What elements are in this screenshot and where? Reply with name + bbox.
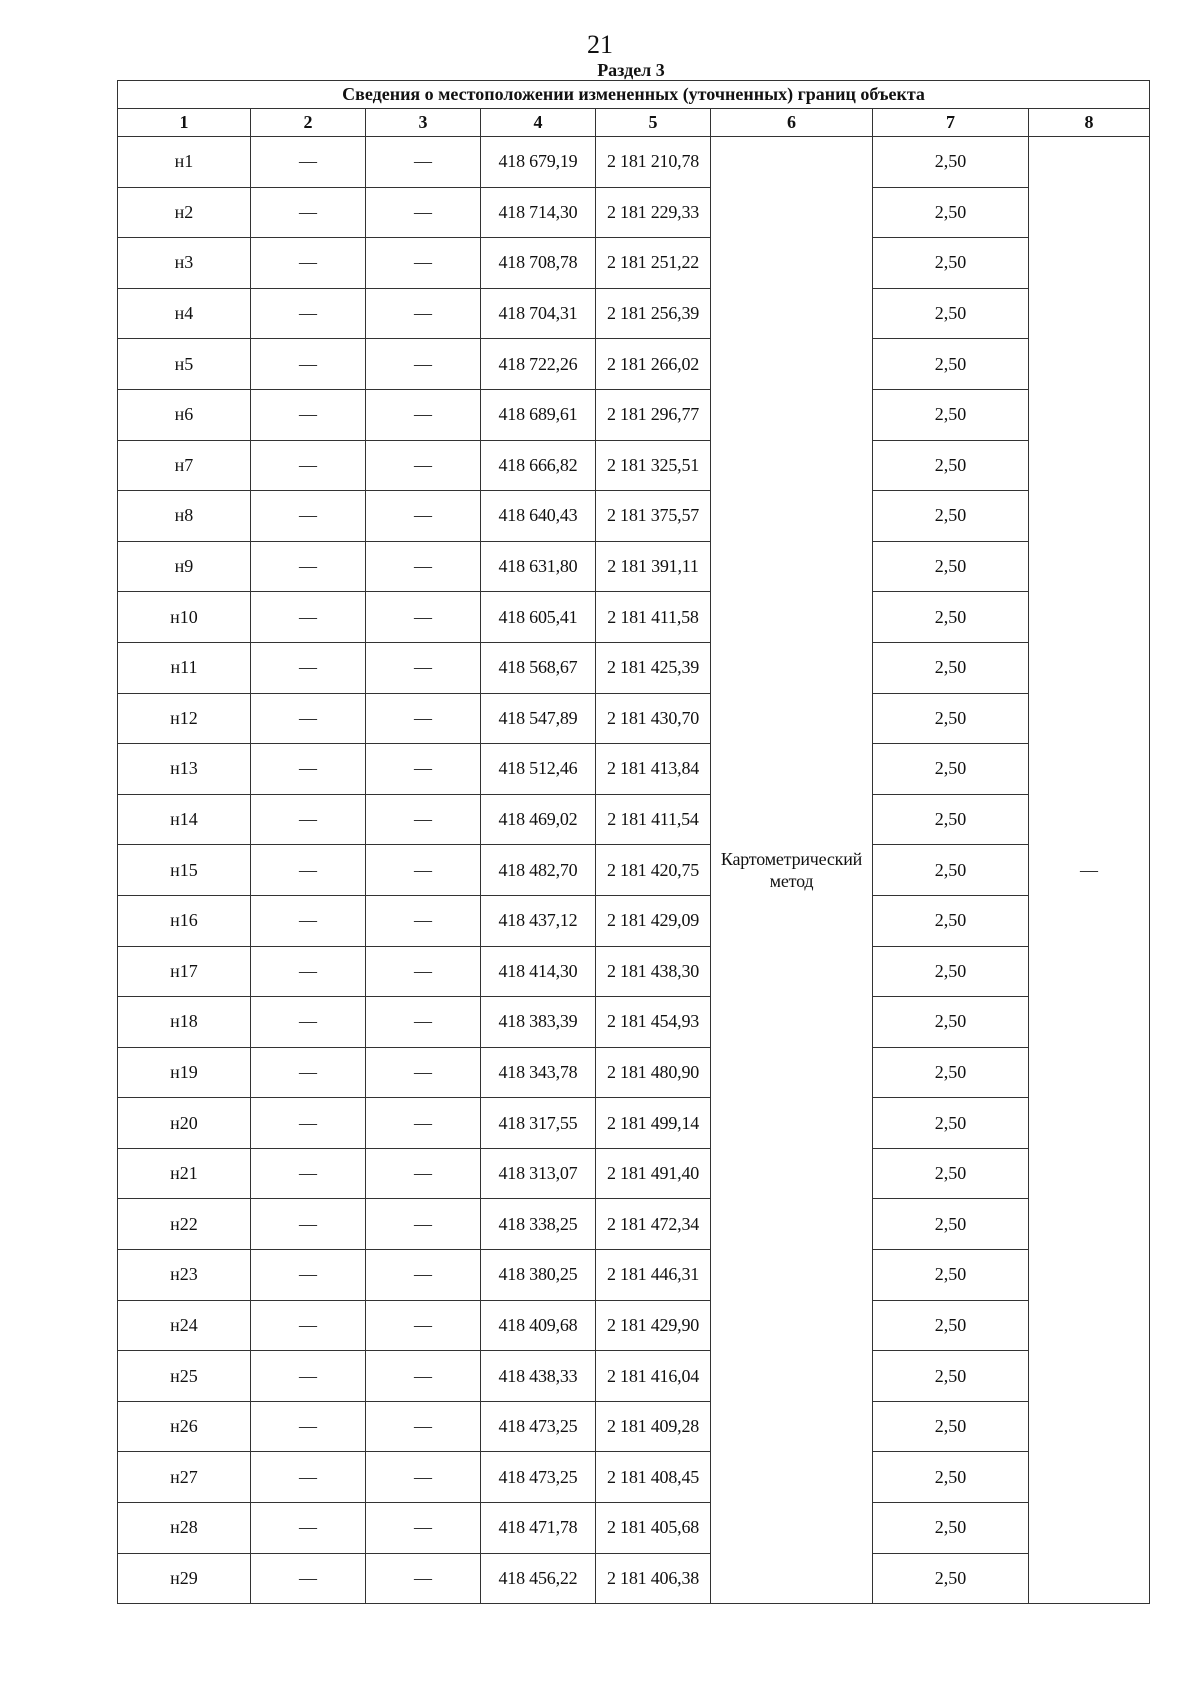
column-2-dash: —	[251, 137, 366, 188]
point-label: н5	[118, 339, 251, 390]
coordinate-y: 2 181 266,02	[596, 339, 711, 390]
table-row	[118, 845, 1150, 896]
column-number-6: 6	[711, 109, 873, 137]
coordinate-y: 2 181 499,14	[596, 1098, 711, 1149]
column-2-dash: —	[251, 997, 366, 1048]
coordinate-x: 418 473,25	[481, 1452, 596, 1503]
column-3-dash: —	[366, 1300, 481, 1351]
column-3-dash: —	[366, 1452, 481, 1503]
table-row	[118, 744, 1150, 795]
accuracy-value: 2,50	[873, 845, 1029, 896]
column-3-dash: —	[366, 845, 481, 896]
table-row	[118, 1148, 1150, 1199]
column-2-dash: —	[251, 440, 366, 491]
coordinate-x: 418 380,25	[481, 1250, 596, 1301]
accuracy-value: 2,50	[873, 1553, 1029, 1604]
column-2-dash: —	[251, 895, 366, 946]
coordinate-x: 418 704,31	[481, 288, 596, 339]
accuracy-value: 2,50	[873, 187, 1029, 238]
column-number-2: 2	[251, 109, 366, 137]
column-2-dash: —	[251, 744, 366, 795]
coordinate-y: 2 181 413,84	[596, 744, 711, 795]
accuracy-value: 2,50	[873, 693, 1029, 744]
column-2-dash: —	[251, 794, 366, 845]
coordinate-y: 2 181 480,90	[596, 1047, 711, 1098]
point-label: н4	[118, 288, 251, 339]
table-row	[118, 491, 1150, 542]
table-row	[118, 592, 1150, 643]
point-label: н15	[118, 845, 251, 896]
coordinate-x: 418 666,82	[481, 440, 596, 491]
table-row	[118, 1250, 1150, 1301]
column-3-dash: —	[366, 1047, 481, 1098]
coordinate-x: 418 512,46	[481, 744, 596, 795]
coordinate-y: 2 181 429,09	[596, 895, 711, 946]
column-2-dash: —	[251, 1452, 366, 1503]
column-3-dash: —	[366, 389, 481, 440]
column-3-dash: —	[366, 895, 481, 946]
table-row	[118, 339, 1150, 390]
column-2-dash: —	[251, 1199, 366, 1250]
coordinate-x: 418 605,41	[481, 592, 596, 643]
accuracy-value: 2,50	[873, 1148, 1029, 1199]
column-number-5: 5	[596, 109, 711, 137]
coordinate-x: 418 708,78	[481, 238, 596, 289]
accuracy-value: 2,50	[873, 1199, 1029, 1250]
column-3-dash: —	[366, 288, 481, 339]
point-label: н8	[118, 491, 251, 542]
column-2-dash: —	[251, 642, 366, 693]
column-number-1: 1	[118, 109, 251, 137]
table-row	[118, 895, 1150, 946]
accuracy-value: 2,50	[873, 1503, 1029, 1554]
column-3-dash: —	[366, 1148, 481, 1199]
table-row	[118, 1098, 1150, 1149]
coordinate-x: 418 414,30	[481, 946, 596, 997]
coordinate-y: 2 181 425,39	[596, 642, 711, 693]
coordinate-y: 2 181 411,58	[596, 592, 711, 643]
column-3-dash: —	[366, 642, 481, 693]
coordinate-y: 2 181 406,38	[596, 1553, 711, 1604]
accuracy-value: 2,50	[873, 491, 1029, 542]
coordinate-y: 2 181 411,54	[596, 794, 711, 845]
column-3-dash: —	[366, 187, 481, 238]
accuracy-value: 2,50	[873, 997, 1029, 1048]
coordinate-x: 418 631,80	[481, 541, 596, 592]
coordinate-y: 2 181 491,40	[596, 1148, 711, 1199]
coordinate-y: 2 181 430,70	[596, 693, 711, 744]
column-2-dash: —	[251, 339, 366, 390]
coordinate-y: 2 181 472,34	[596, 1199, 711, 1250]
coordinate-x: 418 640,43	[481, 491, 596, 542]
coordinate-x: 418 383,39	[481, 997, 596, 1048]
point-label: н19	[118, 1047, 251, 1098]
method-cell: Картометрический метод	[711, 137, 873, 1604]
coordinate-y: 2 181 429,90	[596, 1300, 711, 1351]
coordinate-x: 418 338,25	[481, 1199, 596, 1250]
column-2-dash: —	[251, 288, 366, 339]
coordinate-x: 418 722,26	[481, 339, 596, 390]
coordinate-y: 2 181 454,93	[596, 997, 711, 1048]
page-number: 21	[587, 30, 613, 59]
point-label: н27	[118, 1452, 251, 1503]
column-2-dash: —	[251, 1300, 366, 1351]
table-row	[118, 137, 1150, 188]
column-3-dash: —	[366, 238, 481, 289]
column-2-dash: —	[251, 187, 366, 238]
coordinate-x: 418 714,30	[481, 187, 596, 238]
column-3-dash: —	[366, 137, 481, 188]
coordinate-y: 2 181 375,57	[596, 491, 711, 542]
table-row	[118, 238, 1150, 289]
point-label: н24	[118, 1300, 251, 1351]
table-row	[118, 1199, 1150, 1250]
accuracy-value: 2,50	[873, 946, 1029, 997]
column-3-dash: —	[366, 693, 481, 744]
column-3-dash: —	[366, 794, 481, 845]
accuracy-value: 2,50	[873, 238, 1029, 289]
table-row	[118, 288, 1150, 339]
column-3-dash: —	[366, 1503, 481, 1554]
accuracy-value: 2,50	[873, 1351, 1029, 1402]
accuracy-value: 2,50	[873, 1047, 1029, 1098]
point-label: н28	[118, 1503, 251, 1554]
column-3-dash: —	[366, 946, 481, 997]
point-label: н26	[118, 1401, 251, 1452]
column-3-dash: —	[366, 1351, 481, 1402]
accuracy-value: 2,50	[873, 339, 1029, 390]
accuracy-value: 2,50	[873, 744, 1029, 795]
table-row	[118, 1452, 1150, 1503]
accuracy-value: 2,50	[873, 642, 1029, 693]
coordinate-y: 2 181 296,77	[596, 389, 711, 440]
table-row	[118, 187, 1150, 238]
table-row	[118, 693, 1150, 744]
accuracy-value: 2,50	[873, 794, 1029, 845]
column-2-dash: —	[251, 491, 366, 542]
table-row	[118, 1503, 1150, 1554]
column-number-3: 3	[366, 109, 481, 137]
accuracy-value: 2,50	[873, 592, 1029, 643]
point-label: н16	[118, 895, 251, 946]
coordinate-x: 418 482,70	[481, 845, 596, 896]
accuracy-value: 2,50	[873, 288, 1029, 339]
column-3-dash: —	[366, 1401, 481, 1452]
coordinate-y: 2 181 229,33	[596, 187, 711, 238]
table-row	[118, 794, 1150, 845]
column-number-8: 8	[1029, 109, 1150, 137]
coordinate-x: 418 547,89	[481, 693, 596, 744]
column-3-dash: —	[366, 1553, 481, 1604]
point-label: н10	[118, 592, 251, 643]
coordinate-x: 418 473,25	[481, 1401, 596, 1452]
point-label: н9	[118, 541, 251, 592]
coordinate-x: 418 689,61	[481, 389, 596, 440]
point-label: н12	[118, 693, 251, 744]
coordinate-x: 418 343,78	[481, 1047, 596, 1098]
coordinate-y: 2 181 420,75	[596, 845, 711, 896]
column-2-dash: —	[251, 1098, 366, 1149]
point-label: н3	[118, 238, 251, 289]
column-3-dash: —	[366, 997, 481, 1048]
column-2-dash: —	[251, 1351, 366, 1402]
coordinate-y: 2 181 210,78	[596, 137, 711, 188]
column-number-4: 4	[481, 109, 596, 137]
coordinate-y: 2 181 391,11	[596, 541, 711, 592]
point-label: н14	[118, 794, 251, 845]
column-3-dash: —	[366, 592, 481, 643]
column-8-dash: —	[1029, 137, 1150, 1604]
table-row	[118, 389, 1150, 440]
table-row	[118, 946, 1150, 997]
point-label: н6	[118, 389, 251, 440]
point-label: н23	[118, 1250, 251, 1301]
table-row	[118, 1553, 1150, 1604]
column-2-dash: —	[251, 946, 366, 997]
coordinate-x: 418 409,68	[481, 1300, 596, 1351]
column-2-dash: —	[251, 541, 366, 592]
point-label: н29	[118, 1553, 251, 1604]
table-row	[118, 997, 1150, 1048]
accuracy-value: 2,50	[873, 1300, 1029, 1351]
table-title: Сведения о местоположении измененных (уточненных) границ объекта	[118, 81, 1150, 109]
coordinate-x: 418 313,07	[481, 1148, 596, 1199]
section-title: Раздел 3	[597, 60, 665, 80]
boundary-coordinates-table	[117, 80, 1150, 1604]
table-row	[118, 541, 1150, 592]
accuracy-value: 2,50	[873, 1250, 1029, 1301]
column-3-dash: —	[366, 1098, 481, 1149]
accuracy-value: 2,50	[873, 895, 1029, 946]
column-3-dash: —	[366, 491, 481, 542]
column-2-dash: —	[251, 1401, 366, 1452]
column-2-dash: —	[251, 845, 366, 896]
coordinate-y: 2 181 325,51	[596, 440, 711, 491]
column-2-dash: —	[251, 1047, 366, 1098]
column-2-dash: —	[251, 389, 366, 440]
point-label: н20	[118, 1098, 251, 1149]
table-row	[118, 642, 1150, 693]
coordinate-x: 418 456,22	[481, 1553, 596, 1604]
point-label: н22	[118, 1199, 251, 1250]
coordinate-y: 2 181 438,30	[596, 946, 711, 997]
coordinate-x: 418 471,78	[481, 1503, 596, 1554]
point-label: н17	[118, 946, 251, 997]
point-label: н13	[118, 744, 251, 795]
coordinate-y: 2 181 409,28	[596, 1401, 711, 1452]
point-label: н11	[118, 642, 251, 693]
coordinate-y: 2 181 416,04	[596, 1351, 711, 1402]
table-row	[118, 440, 1150, 491]
accuracy-value: 2,50	[873, 541, 1029, 592]
point-label: н2	[118, 187, 251, 238]
column-2-dash: —	[251, 1148, 366, 1199]
point-label: н21	[118, 1148, 251, 1199]
table-row	[118, 1300, 1150, 1351]
accuracy-value: 2,50	[873, 1452, 1029, 1503]
point-label: н1	[118, 137, 251, 188]
coordinate-y: 2 181 256,39	[596, 288, 711, 339]
accuracy-value: 2,50	[873, 440, 1029, 491]
table-row	[118, 1351, 1150, 1402]
accuracy-value: 2,50	[873, 1098, 1029, 1149]
coordinate-x: 418 437,12	[481, 895, 596, 946]
coordinate-y: 2 181 251,22	[596, 238, 711, 289]
column-number-7: 7	[873, 109, 1029, 137]
column-3-dash: —	[366, 1199, 481, 1250]
point-label: н25	[118, 1351, 251, 1402]
point-label: н18	[118, 997, 251, 1048]
column-3-dash: —	[366, 541, 481, 592]
column-2-dash: —	[251, 693, 366, 744]
coordinate-x: 418 679,19	[481, 137, 596, 188]
table-row	[118, 1047, 1150, 1098]
table-row	[118, 1401, 1150, 1452]
coordinate-x: 418 469,02	[481, 794, 596, 845]
coordinate-y: 2 181 408,45	[596, 1452, 711, 1503]
column-3-dash: —	[366, 440, 481, 491]
column-3-dash: —	[366, 744, 481, 795]
coordinate-y: 2 181 446,31	[596, 1250, 711, 1301]
accuracy-value: 2,50	[873, 1401, 1029, 1452]
column-3-dash: —	[366, 339, 481, 390]
coordinate-x: 418 317,55	[481, 1098, 596, 1149]
column-2-dash: —	[251, 592, 366, 643]
column-2-dash: —	[251, 1250, 366, 1301]
column-3-dash: —	[366, 1250, 481, 1301]
coordinate-x: 418 438,33	[481, 1351, 596, 1402]
point-label: н7	[118, 440, 251, 491]
column-2-dash: —	[251, 1553, 366, 1604]
column-2-dash: —	[251, 1503, 366, 1554]
coordinate-x: 418 568,67	[481, 642, 596, 693]
accuracy-value: 2,50	[873, 389, 1029, 440]
accuracy-value: 2,50	[873, 137, 1029, 188]
coordinate-y: 2 181 405,68	[596, 1503, 711, 1554]
column-2-dash: —	[251, 238, 366, 289]
